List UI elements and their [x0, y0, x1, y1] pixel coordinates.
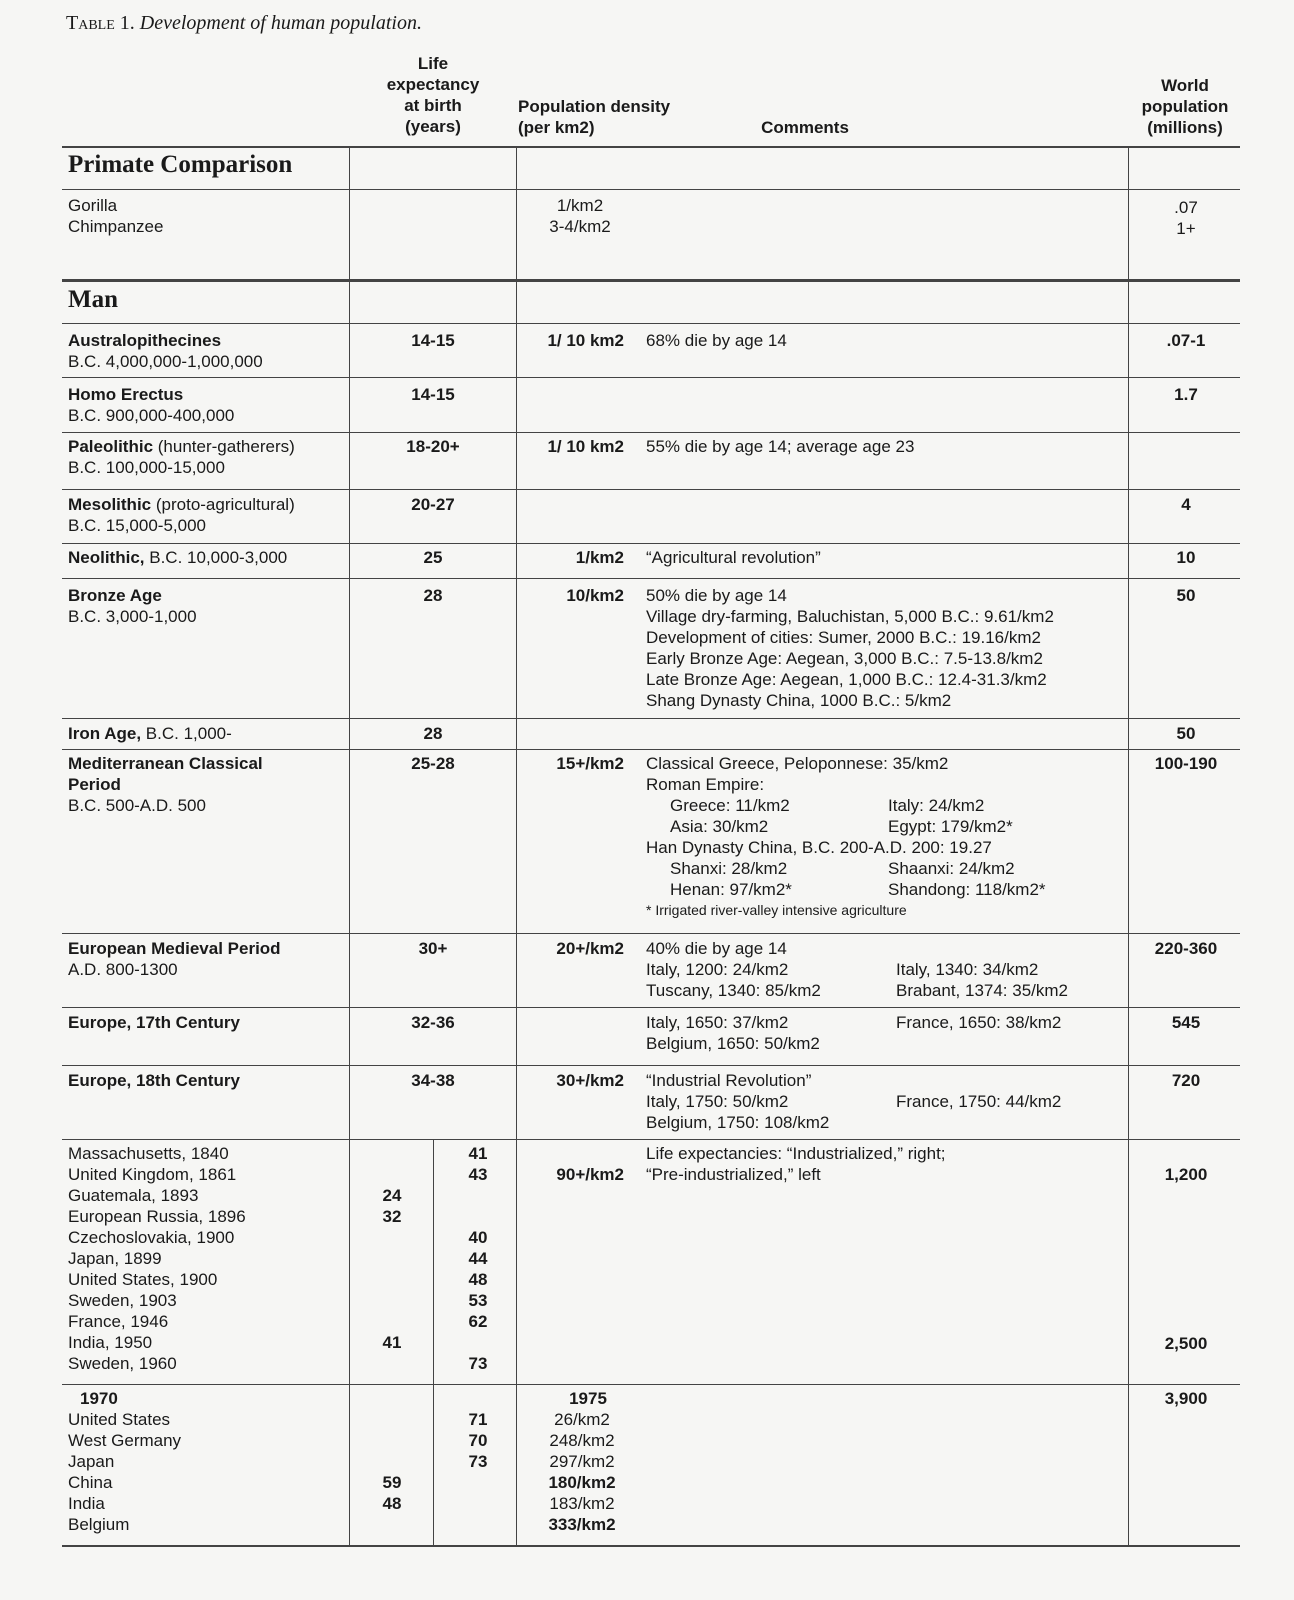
- life-expectancy-preindustrial: 41: [382, 1333, 402, 1352]
- country-year: Sweden, 1960: [68, 1354, 177, 1373]
- period-title: Australopithecines: [68, 331, 222, 350]
- comment-line: Shanxi: 28/km2: [670, 859, 788, 878]
- life-expectancy: 34-38: [411, 1071, 455, 1090]
- period-title: Mediterranean Classical: [68, 754, 263, 773]
- section-heading-primate: Primate Comparison: [68, 151, 293, 178]
- country: Belgium: [68, 1515, 130, 1534]
- comment-line: Egypt: 179/km2*: [888, 817, 1013, 836]
- comment-line: “Pre-industrialized,” left: [646, 1165, 821, 1184]
- life-expectancy: 30+: [418, 939, 448, 958]
- population-density: 248/km2: [549, 1431, 615, 1450]
- life-expectancy-industrial: 48: [468, 1270, 488, 1289]
- world-population: 100-190: [1154, 754, 1218, 773]
- header-line: (per km2): [518, 118, 595, 137]
- population-density: 30+/km2: [556, 1071, 624, 1090]
- period-name: [68, 1070, 240, 1091]
- divider: [62, 1139, 1240, 1140]
- divider: [62, 1545, 1240, 1547]
- life-expectancy-preindustrial: 48: [382, 1494, 402, 1513]
- population-density: 333/km2: [548, 1515, 616, 1534]
- period-date: A.D. 800-1300: [68, 960, 178, 979]
- comment-line: Italy: 24/km2: [888, 796, 985, 815]
- world-population: 1,200: [1164, 1165, 1208, 1184]
- period-qualifier: B.C. 1,000-: [145, 724, 232, 743]
- life-expectancy-industrial: 62: [468, 1312, 488, 1331]
- divider: [62, 279, 1240, 282]
- life-expectancy: 28: [423, 724, 443, 743]
- life-expectancy-industrial: 73: [468, 1354, 488, 1373]
- period-name: [68, 494, 295, 515]
- comment-line: Han Dynasty China, B.C. 200-A.D. 200: 19.27: [646, 838, 992, 857]
- period-name: [68, 585, 162, 606]
- divider: [62, 578, 1240, 579]
- species-name: Gorilla: [68, 196, 118, 215]
- period-date: B.C. 900,000-400,000: [68, 406, 235, 425]
- comment-line: Shandong: 118/km2*: [888, 880, 1046, 899]
- period-title: Mesolithic: [68, 495, 152, 514]
- header-line: expectancy: [386, 75, 480, 94]
- life-expectancy-preindustrial: 24: [382, 1186, 402, 1205]
- divider: [62, 1384, 1240, 1385]
- life-expectancy-industrial: 41: [468, 1144, 488, 1163]
- period-name: [68, 753, 263, 774]
- divider: [62, 432, 1240, 433]
- header-comments: Comments: [761, 118, 849, 137]
- period-name: [68, 723, 232, 744]
- comment-line: 50% die by age 14: [646, 586, 787, 605]
- country-year: Sweden, 1903: [68, 1291, 177, 1310]
- population-density: 26/km2: [554, 1410, 610, 1429]
- world-population: 220-360: [1154, 939, 1218, 958]
- population-density: 1/ 10 km2: [547, 331, 624, 350]
- table-title: [66, 12, 422, 35]
- population-density: 1/km2: [556, 196, 604, 215]
- life-expectancy-preindustrial: 59: [382, 1473, 402, 1492]
- period-date: B.C. 3,000-1,000: [68, 607, 197, 626]
- country-year: United States, 1900: [68, 1270, 218, 1289]
- life-expectancy-industrial: 73: [468, 1452, 488, 1471]
- world-population: .07: [1174, 198, 1198, 217]
- period-title: Paleolithic: [68, 437, 154, 456]
- world-population: 2,500: [1164, 1334, 1208, 1353]
- comment-line: Roman Empire:: [646, 775, 765, 794]
- world-population: 1.7: [1174, 385, 1198, 404]
- period-qualifier: (proto-agricultural): [155, 495, 295, 514]
- table-label: Table 1.: [66, 12, 135, 34]
- comment-line: 40% die by age 14: [646, 939, 787, 958]
- life-expectancy-preindustrial: 32: [382, 1207, 402, 1226]
- divider: [62, 543, 1240, 544]
- period-date: B.C. 4,000,000-1,000,000: [68, 352, 263, 371]
- comment-line: Italy, 1200: 24/km2: [646, 960, 789, 979]
- comment-line: Village dry-farming, Baluchistan, 5,000 B.C.: 9.61/km2: [646, 607, 1054, 626]
- divider: [62, 749, 1240, 750]
- life-expectancy: 32-36: [411, 1013, 455, 1032]
- header-line: population: [1141, 97, 1229, 116]
- country-year: Guatemala, 1893: [68, 1186, 199, 1205]
- world-population: 3,900: [1164, 1389, 1208, 1408]
- life-expectancy: 25: [423, 548, 443, 567]
- header-world-population: [1125, 75, 1245, 138]
- population-density: 297/km2: [549, 1452, 615, 1471]
- population-density: 90+/km2: [556, 1165, 624, 1184]
- table-caption: Development of human population.: [139, 12, 422, 34]
- divider: [62, 1065, 1240, 1066]
- year-heading: 1975: [569, 1389, 607, 1408]
- header-line: Life: [417, 54, 449, 73]
- country: Japan: [68, 1452, 115, 1471]
- country: United States: [68, 1410, 171, 1429]
- country-year: Czechoslovakia, 1900: [68, 1228, 235, 1247]
- comment-line: “Industrial Revolution”: [646, 1071, 812, 1090]
- divider: [62, 1007, 1240, 1008]
- life-expectancy-industrial: 53: [468, 1291, 488, 1310]
- comment-line: Shaanxi: 24/km2: [888, 859, 1015, 878]
- comment-line: Asia: 30/km2: [670, 817, 769, 836]
- divider: [62, 489, 1240, 490]
- life-expectancy-industrial: 70: [468, 1431, 488, 1450]
- population-density: 20+/km2: [556, 939, 624, 958]
- period-name: [68, 330, 221, 351]
- period-title: Iron Age,: [68, 724, 142, 743]
- divider: [62, 377, 1240, 378]
- life-expectancy: 14-15: [411, 331, 455, 350]
- country-year: Japan, 1899: [68, 1249, 162, 1268]
- country-year: European Russia, 1896: [68, 1207, 246, 1226]
- footnote: * Irrigated river-valley intensive agriculture: [646, 902, 907, 918]
- population-density: 1/km2: [575, 548, 624, 567]
- life-expectancy-industrial: 44: [468, 1249, 488, 1268]
- comment-line: France, 1750: 44/km2: [896, 1092, 1062, 1111]
- comment-line: Belgium, 1750: 108/km2: [646, 1113, 830, 1132]
- comment-line: Development of cities: Sumer, 2000 B.C.: 19.16/km2: [646, 628, 1041, 647]
- header-line: World: [1161, 76, 1209, 95]
- life-expectancy-industrial: 43: [468, 1165, 488, 1184]
- comment-line: Belgium, 1650: 50/km2: [646, 1034, 820, 1053]
- comment-line: Italy, 1750: 50/km2: [646, 1092, 789, 1111]
- divider: [62, 323, 1240, 324]
- population-density: 183/km2: [549, 1494, 615, 1513]
- period-title: Europe, 18th Century: [68, 1071, 240, 1090]
- period-name: [68, 938, 281, 959]
- comment-line: Tuscany, 1340: 85/km2: [646, 981, 821, 1000]
- comment-line: France, 1650: 38/km2: [896, 1013, 1062, 1032]
- header-line: (years): [405, 117, 461, 136]
- world-population: 10: [1176, 548, 1196, 567]
- comment-line: 68% die by age 14: [646, 331, 787, 350]
- divider: [62, 933, 1240, 934]
- country-year: Massachusetts, 1840: [68, 1144, 229, 1163]
- life-expectancy: 14-15: [411, 385, 455, 404]
- population-density: 180/km2: [548, 1473, 616, 1492]
- comment-line: Henan: 97/km2*: [670, 880, 792, 899]
- period-title: Bronze Age: [68, 586, 162, 605]
- comment-line: Late Bronze Age: Aegean, 1,000 B.C.: 12.4-31.3/km2: [646, 670, 1047, 689]
- column-divider: [349, 147, 350, 1545]
- world-population: 50: [1176, 724, 1196, 743]
- period-date: B.C. 100,000-15,000: [68, 458, 225, 477]
- period-title: European Medieval Period: [68, 939, 281, 958]
- country: China: [68, 1473, 113, 1492]
- country-year: France, 1946: [68, 1312, 169, 1331]
- period-title: Neolithic,: [68, 548, 145, 567]
- population-density: 10/km2: [566, 586, 624, 605]
- column-divider: [516, 147, 517, 1545]
- period-title: Homo Erectus: [68, 385, 184, 404]
- country: India: [68, 1494, 105, 1513]
- comment-line: Shang Dynasty China, 1000 B.C.: 5/km2: [646, 691, 952, 710]
- population-density: 15+/km2: [556, 754, 624, 773]
- column-divider: [1128, 147, 1129, 1545]
- world-population: 50: [1176, 586, 1196, 605]
- comment-line: Brabant, 1374: 35/km2: [896, 981, 1069, 1000]
- country: West Germany: [68, 1431, 182, 1450]
- country-year: India, 1950: [68, 1333, 153, 1352]
- comment-line: Life expectancies: “Industrialized,” right;: [646, 1144, 946, 1163]
- life-expectancy-industrial: 71: [468, 1410, 488, 1429]
- period-name: [68, 547, 287, 568]
- period-title-cont: Period: [68, 775, 121, 794]
- divider: [62, 146, 1240, 148]
- comment-line: Italy, 1650: 37/km2: [646, 1013, 789, 1032]
- header-line: at birth: [404, 96, 462, 115]
- world-population: 1+: [1176, 219, 1196, 238]
- period-name: [68, 1012, 240, 1033]
- life-expectancy-industrial: 40: [468, 1228, 488, 1247]
- comment-line: Early Bronze Age: Aegean, 3,000 B.C.: 7.5-13.8/km2: [646, 649, 1043, 668]
- comment-line: “Agricultural revolution”: [646, 548, 821, 567]
- header-life-expectancy: [373, 53, 493, 137]
- divider: [62, 718, 1240, 719]
- period-date: B.C. 500-A.D. 500: [68, 796, 206, 815]
- period-name: [68, 384, 183, 405]
- period-qualifier: (hunter-gatherers): [157, 437, 295, 456]
- comment-line: Greece: 11/km2: [670, 796, 790, 815]
- header-population-density: [518, 96, 670, 138]
- comment-line: Italy, 1340: 34/km2: [896, 960, 1039, 979]
- world-population: 720: [1171, 1071, 1201, 1090]
- year-heading: 1970: [80, 1389, 118, 1408]
- population-density: 3-4/km2: [549, 217, 611, 236]
- population-density: 1/ 10 km2: [547, 437, 624, 456]
- country-year: United Kingdom, 1861: [68, 1165, 237, 1184]
- comment-line: Classical Greece, Peloponnese: 35/km2: [646, 754, 949, 773]
- world-population: 545: [1171, 1013, 1201, 1032]
- header-line: (millions): [1147, 118, 1223, 137]
- species-name: Chimpanzee: [68, 217, 164, 236]
- world-population: 4: [1181, 495, 1191, 514]
- comment-line: 55% die by age 14; average age 23: [646, 437, 915, 456]
- period-date: B.C. 15,000-5,000: [68, 516, 206, 535]
- period-qualifier: B.C. 10,000-3,000: [149, 548, 288, 567]
- life-expectancy: 25-28: [411, 754, 455, 773]
- section-heading-man: Man: [68, 286, 118, 313]
- period-name: [68, 436, 295, 457]
- life-expectancy: 18-20+: [406, 437, 460, 456]
- life-expectancy: 28: [423, 586, 443, 605]
- divider: [62, 189, 1240, 190]
- world-population: .07-1: [1166, 331, 1206, 350]
- column-divider: [433, 1139, 434, 1545]
- period-title: Europe, 17th Century: [68, 1013, 240, 1032]
- header-line: Population density: [518, 97, 671, 116]
- life-expectancy: 20-27: [411, 495, 455, 514]
